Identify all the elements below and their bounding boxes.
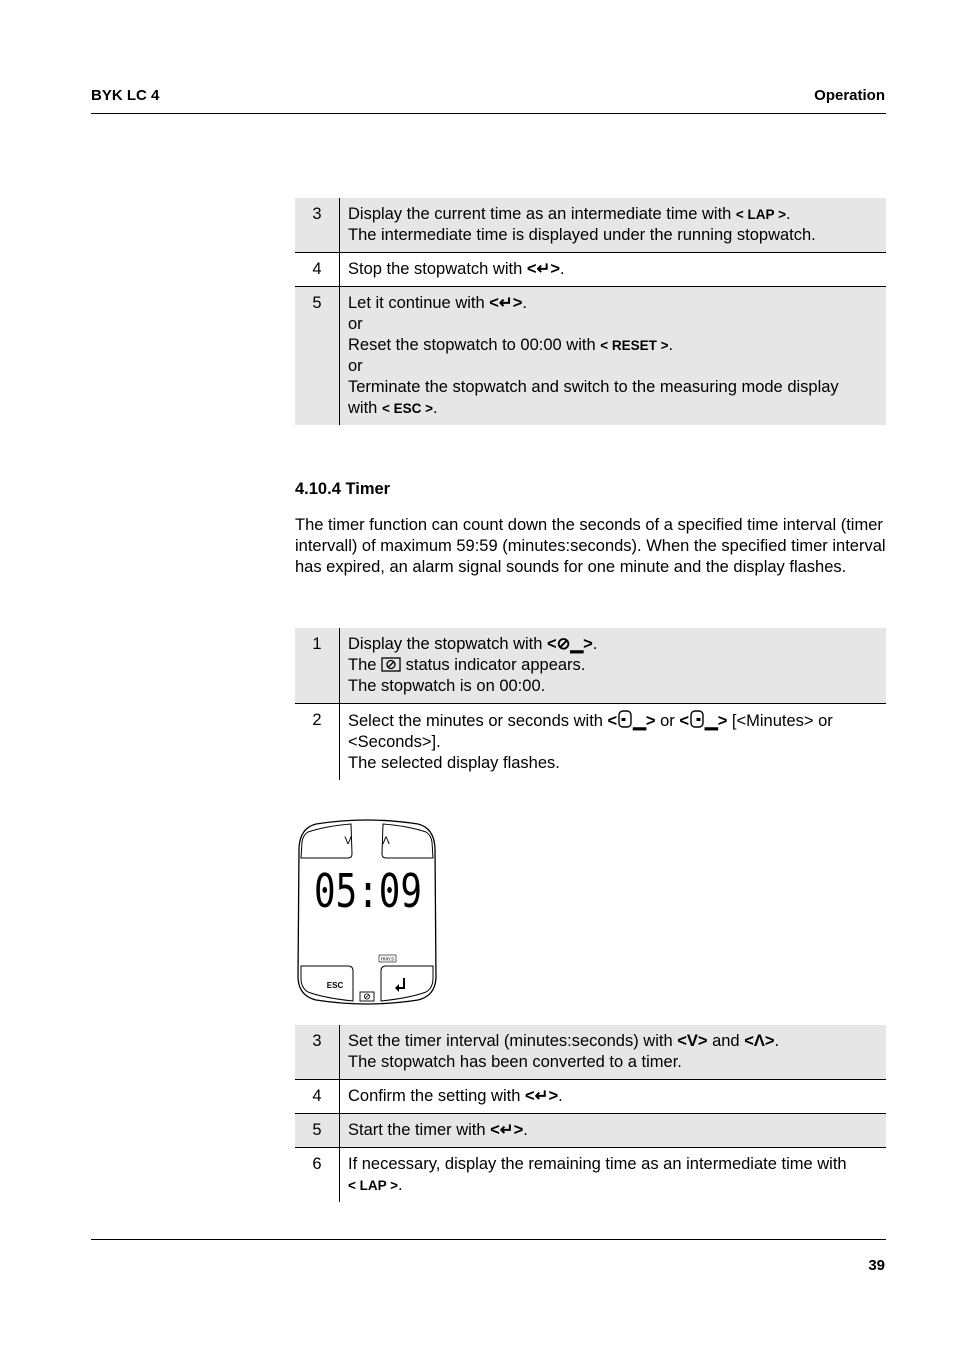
step-text-part: Start the timer with bbox=[348, 1121, 491, 1139]
step-number: 3 bbox=[295, 1025, 340, 1080]
up-key-label: Λ bbox=[382, 835, 390, 847]
step-text bbox=[340, 1114, 887, 1148]
step-text-part: with bbox=[348, 399, 382, 417]
down-key-label: V bbox=[344, 835, 352, 847]
key-lap: < LAP > bbox=[735, 207, 786, 222]
step-number: 2 bbox=[295, 704, 340, 781]
step-text-part: . bbox=[774, 1032, 780, 1050]
key-enter: <↵> bbox=[525, 1087, 559, 1105]
step-text-part: . bbox=[432, 399, 438, 417]
key-up: <Λ> bbox=[744, 1032, 775, 1050]
step-text-part: The selected display flashes. bbox=[348, 754, 560, 772]
table-row bbox=[295, 1080, 886, 1114]
step-text-part: Terminate the stopwatch and switch to the measuring mode display bbox=[348, 378, 839, 396]
steps-table-stopwatch bbox=[295, 198, 886, 425]
step-number: 6 bbox=[295, 1148, 340, 1203]
key-enter: <↵> bbox=[490, 1121, 524, 1139]
step-text-part: . bbox=[398, 1176, 403, 1194]
step-number: 4 bbox=[295, 1080, 340, 1114]
esc-key-label: ESC bbox=[326, 981, 344, 990]
steps-table-timer-run bbox=[295, 1025, 886, 1202]
stopwatch-status-icon bbox=[381, 657, 401, 672]
step-text-part: The stopwatch is on 00:00. bbox=[348, 677, 546, 695]
step-number: 5 bbox=[295, 287, 340, 426]
step-text-part: or bbox=[348, 357, 363, 375]
key-left: ▁> bbox=[633, 712, 656, 730]
minutes-key-icon bbox=[617, 710, 633, 728]
step-text-part: . bbox=[785, 205, 791, 223]
key-left: < bbox=[607, 712, 618, 730]
step-text bbox=[340, 287, 887, 426]
key-enter: <↵> bbox=[489, 294, 523, 312]
page-number: 39 bbox=[868, 1257, 885, 1274]
step-text-part: Stop the stopwatch with bbox=[348, 260, 527, 278]
table-row bbox=[295, 704, 886, 781]
step-text bbox=[340, 1080, 887, 1114]
timer-readout: 05:09 bbox=[313, 864, 423, 919]
step-text-part: . bbox=[522, 294, 527, 312]
table-row bbox=[295, 1025, 886, 1080]
step-text-part: . bbox=[559, 260, 565, 278]
key-esc: < ESC > bbox=[381, 401, 433, 416]
table-row bbox=[295, 253, 886, 287]
step-text-part: or bbox=[348, 315, 363, 333]
step-text-part: Reset the stopwatch to 00:00 with bbox=[348, 336, 601, 354]
seconds-key-icon bbox=[689, 710, 705, 728]
step-text-part: or bbox=[655, 712, 680, 730]
table-row bbox=[295, 287, 886, 426]
step-text-part: . bbox=[668, 336, 674, 354]
step-text-part: The stopwatch has been converted to a timer. bbox=[348, 1053, 682, 1071]
step-text-part: and bbox=[707, 1032, 745, 1050]
step-text bbox=[340, 704, 887, 781]
step-text-part: Select the minutes or seconds with bbox=[348, 712, 608, 730]
key-right: < bbox=[679, 712, 689, 730]
step-text-part: . bbox=[523, 1121, 528, 1139]
table-row bbox=[295, 1148, 886, 1203]
key-lap: < LAP > bbox=[348, 1178, 399, 1193]
header-section: Operation bbox=[814, 87, 885, 104]
timer-display-illustration bbox=[296, 818, 438, 1008]
step-text bbox=[340, 1148, 887, 1203]
step-number: 3 bbox=[295, 198, 340, 253]
unit-indicator: min:s bbox=[380, 956, 395, 963]
step-text bbox=[340, 198, 887, 253]
step-text-part: The bbox=[348, 656, 382, 674]
step-text-part: [<Minutes> or bbox=[727, 712, 833, 730]
table-row bbox=[295, 1114, 886, 1148]
section-title: 4.10.4 Timer bbox=[295, 480, 391, 498]
step-text-part: status indicator appears. bbox=[401, 656, 586, 674]
step-text-part: Display the stopwatch with bbox=[348, 635, 548, 653]
key-stopwatch: <⊘▁> bbox=[547, 635, 593, 653]
step-text-part: . bbox=[558, 1087, 563, 1105]
step-text-part: Display the current time as an intermediate time with bbox=[348, 205, 736, 223]
step-text-part: Set the timer interval (minutes:seconds) with bbox=[348, 1032, 678, 1050]
key-reset: < RESET > bbox=[600, 338, 669, 353]
footer-rule bbox=[91, 1239, 886, 1240]
step-text bbox=[340, 253, 887, 287]
step-number: 1 bbox=[295, 628, 340, 704]
steps-table-timer-setup bbox=[295, 628, 886, 780]
step-text bbox=[340, 628, 887, 704]
key-enter: <↵> bbox=[526, 260, 560, 278]
step-text-part: . bbox=[592, 635, 598, 653]
step-text bbox=[340, 1025, 887, 1080]
key-down: <V> bbox=[677, 1032, 708, 1050]
table-row bbox=[295, 628, 886, 704]
header-rule bbox=[91, 113, 886, 114]
step-text-part: Let it continue with bbox=[348, 294, 490, 312]
body-paragraph: The timer function can count down the seconds of a specified time interval (timer intervall) of maximum 59:59 (minutes:seconds). When the specified timer interval has expired, an alarm signal sounds for one minute and the display flashes. bbox=[295, 516, 886, 576]
step-text-part: The intermediate time is displayed under the running stopwatch. bbox=[348, 226, 816, 244]
step-number: 4 bbox=[295, 253, 340, 287]
header-product: BYK LC 4 bbox=[91, 87, 160, 104]
step-number: 5 bbox=[295, 1114, 340, 1148]
step-text-part: Confirm the setting with bbox=[348, 1087, 525, 1105]
step-text-part: <Seconds>]. bbox=[348, 733, 441, 751]
key-right: ▁> bbox=[705, 712, 728, 730]
table-row bbox=[295, 198, 886, 253]
step-text-part: If necessary, display the remaining time as an intermediate time with bbox=[348, 1155, 847, 1173]
